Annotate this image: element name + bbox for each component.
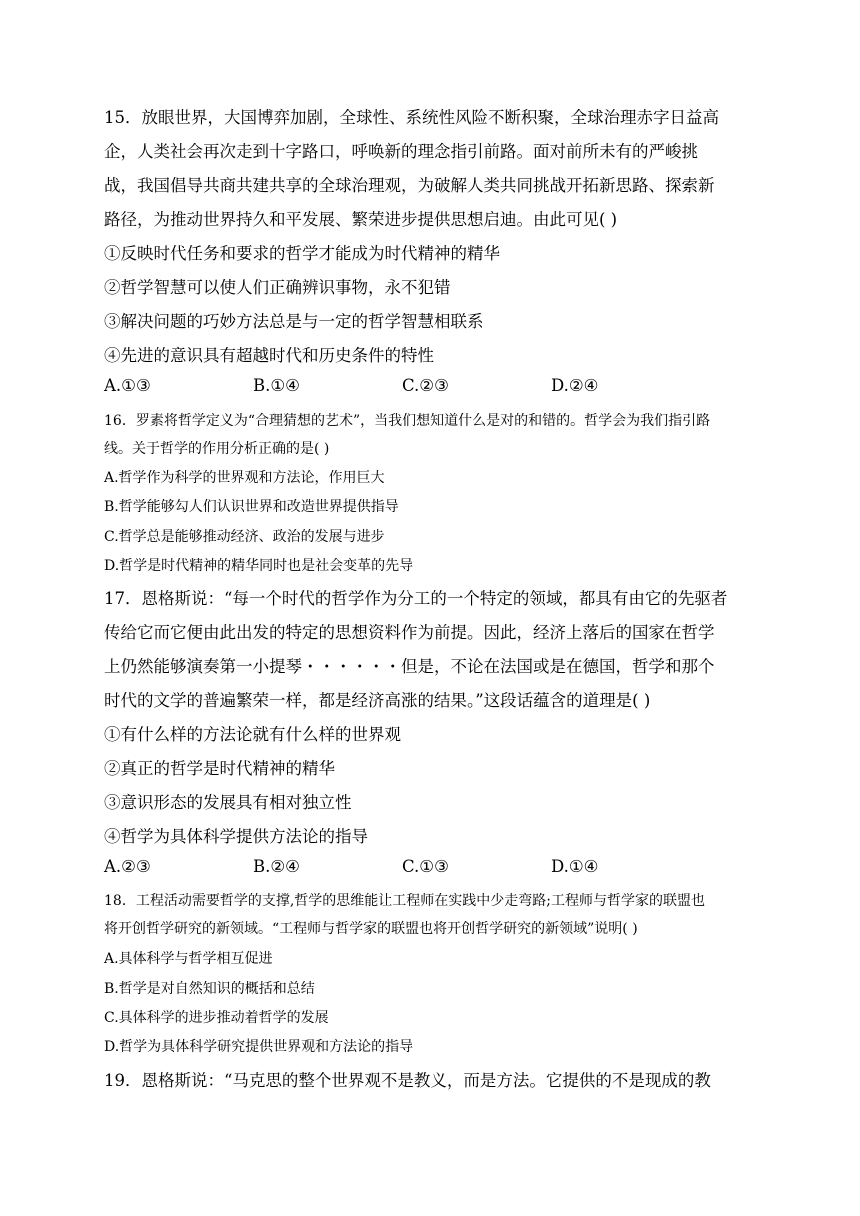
q17-statement-2: ②真正的哲学是时代精神的精华 — [104, 759, 335, 778]
q17-stem-line-4: 时代的文学的普遍繁荣一样，都是经济高涨的结果。”这段话蕴含的道理是( ) — [104, 691, 651, 710]
q18-option-d[interactable]: D.哲学为具体科学研究提供世界观和方法论的指导 — [104, 1039, 414, 1055]
q16-stem-line-1: 16．罗素将哲学定义为“合理猜想的艺术”，当我们想知道什么是对的和错的。哲学会为我们指引路 — [104, 413, 711, 429]
q15-statement-2: ②哲学智慧可以使人们正确辨识事物，永不犯错 — [104, 278, 451, 297]
q19-stem-line-1: 19．恩格斯说：“马克思的整个世界观不是教义，而是方法。它提供的不是现成的教 — [104, 1071, 711, 1090]
q17-stem-line-2: 传给它而它便由此出发的特定的思想资料作为前提。因此，经济上落后的国家在哲学 — [104, 623, 715, 642]
q17-statement-3: ③意识形态的发展具有相对独立性 — [104, 793, 352, 812]
q18-stem-line-1: 18．工程活动需要哲学的支撑,哲学的思维能让工程师在实践中少走弯路;工程师与哲学家的联盟也 — [104, 893, 705, 909]
q15-stem-line-1: 15．放眼世界，大国博弈加剧，全球性、系统性风险不断积聚，全球治理赤字日益高 — [104, 108, 719, 127]
q15-option-a[interactable]: A.①③ — [104, 376, 151, 395]
q16-option-d[interactable]: D.哲学是时代精神的精华同时也是社会变革的先导 — [104, 558, 414, 574]
q15-statement-3: ③解决问题的巧妙方法总是与一定的哲学智慧相联系 — [104, 312, 484, 331]
q17-stem-line-1: 17．恩格斯说：“每一个时代的哲学作为分工的一个特定的领域，都具有由它的先驱者 — [104, 589, 728, 608]
q15-stem-line-3: 战，我国倡导共商共建共享的全球治理观，为破解人类共同挑战开拓新思路、探索新 — [104, 176, 715, 195]
q16-option-c[interactable]: C.哲学总是能够推动经济、政治的发展与进步 — [104, 529, 385, 545]
q17-option-c[interactable]: C.①③ — [402, 857, 449, 876]
q17-statement-1: ①有什么样的方法论就有什么样的世界观 — [104, 725, 401, 744]
q16-option-a[interactable]: A.哲学作为科学的世界观和方法论，作用巨大 — [104, 470, 385, 486]
q15-statement-1: ①反映时代任务和要求的哲学才能成为时代精神的精华 — [104, 244, 500, 263]
q15-option-b[interactable]: B.①④ — [253, 376, 300, 395]
q17-stem-line-3: 上仍然能够演奏第一小提琴・・・・・・但是，不论在法国或是在德国，哲学和那个 — [104, 657, 715, 676]
q18-stem-line-2: 将开创哲学研究的新领域。“工程师与哲学家的联盟也将开创哲学研究的新领域”说明( ) — [104, 921, 638, 937]
q17-options — [104, 857, 724, 876]
q17-option-d[interactable]: D.①④ — [551, 857, 599, 876]
q17-option-a[interactable]: A.②③ — [104, 857, 151, 876]
q16-stem-line-2: 线。关于哲学的作用分析正确的是( ) — [104, 441, 330, 457]
q17-statement-4: ④哲学为具体科学提供方法论的指导 — [104, 827, 368, 846]
q18-option-a[interactable]: A.具体科学与哲学相互促进 — [104, 951, 273, 967]
q15-stem-line-2: 企，人类社会再次走到十字路口，呼唤新的理念指引前路。面对前所未有的严峻挑 — [104, 142, 698, 161]
q15-statement-4: ④先进的意识具有超越时代和历史条件的特性 — [104, 346, 434, 365]
q15-stem-line-4: 路径，为推动世界持久和平发展、繁荣进步提供思想启迪。由此可见( ) — [104, 210, 618, 229]
q17-option-b[interactable]: B.②④ — [253, 857, 300, 876]
q15-option-c[interactable]: C.②③ — [402, 376, 449, 395]
q16-option-b[interactable]: B.哲学能够勾人们认识世界和改造世界提供指导 — [104, 499, 399, 515]
q15-option-d[interactable]: D.②④ — [551, 376, 599, 395]
q15-options — [104, 376, 724, 395]
q18-option-c[interactable]: C.具体科学的进步推动着哲学的发展 — [104, 1010, 329, 1026]
q18-option-b[interactable]: B.哲学是对自然知识的概括和总结 — [104, 981, 315, 997]
